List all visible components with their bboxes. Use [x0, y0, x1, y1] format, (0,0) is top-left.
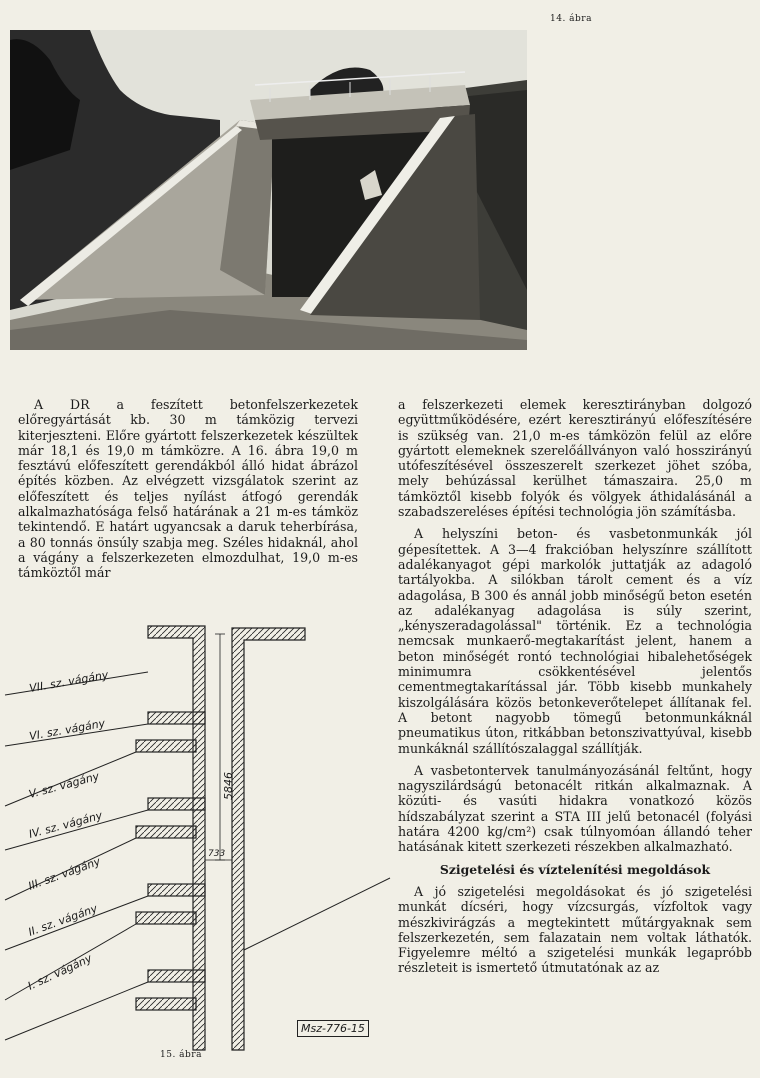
vagany-label: VII. sz. vágány: [28, 668, 110, 695]
vagany-label: VI. sz. vágány: [28, 716, 107, 743]
vagany-label: III. sz. vágány: [26, 854, 103, 893]
vagany-label: V. sz. vágány: [27, 769, 101, 801]
right-paragraph-3: A vasbetontervek tanulmányozásánál feltűnt, hogy nagyszilárdságú betonacélt ritkán alkalmaznak. A közúti- és vasúti hidakra vonatkozó közös hídszabályzat szerint a STA III jelű betonacél (folyási határa 4200 kg/cm²) csak túlnyomóan állandó teher hatásának kitett szerkezeti részekben alkalmazható.: [398, 762, 752, 855]
cross-section-diagram: [0, 610, 395, 1060]
vagany-label: I. sz. vágány: [25, 951, 94, 993]
left-paragraph: A DR a feszített betonfelszerkezetek előregyártását kb. 30 m támközig tervezi kiterjeszteni. Előre gyártott felszerkezetek készültek már 18,1 és 19,0 m támközre. A 16. ábra 19,0 m fesztávú előfeszített gerendákból álló hidat ábrázol építés közben. Az elvégzett vizsgálatok szerint az előfeszített és teljes nyílást átfogó gerendák alkalmazhatósága felső határának a 21 m-es támköz tekintendő. E határt ugyancsak a daruk teherbírása, a 80 tonnás önsúly szabja meg. Széles hidaknál, ahol a vágány a felszerkezeten elmozdulhat, 19,0 m-es támköztől már: [18, 397, 358, 581]
dimension-height-label: 5846: [222, 772, 235, 800]
dimension-width-label: 733: [208, 849, 226, 859]
standard-code-label: Msz-776-15: [297, 1020, 369, 1037]
figure-14-label: 14. ábra: [550, 14, 592, 24]
right-paragraph-1: a felszerkezeti elemek keresztirányban dolgozó együttműködésére, ezért keresztirányú előfeszítésére is szükség van. 21,0 m-es támközön felül az előre gyártott elemeknek szerelőállványon való hosszirányú utófeszítésével összeszerelt szerkezet jöhet szóba, mely behúzással kerülhet támaszaira. 25,0 m támköztől kisebb folyók és völgyek áthidalásánál a szabadszereléses építési technológia jön számításba.: [398, 397, 752, 520]
right-paragraph-4: A jó szigetelési megoldásokat és jó szigetelési munkát dícséri, hogy vízcsurgás, vízfoltok vagy mészkivirágzás a megtekintett műtárgyaknak sem felszerkezetén, sem falazatain nem voltak láthatók. Figyelemre méltó a szigetelési munkák legapróbb részleteit is ismertető útmutatónak az az: [398, 883, 752, 976]
left-text-column: [18, 397, 358, 581]
section-heading: Szigetelési és víztelenítési megoldások: [439, 861, 711, 877]
vagany-label: IV. sz. vágány: [27, 808, 104, 841]
bridge-photo: [10, 30, 527, 350]
vagany-label: II. sz. vágány: [26, 901, 100, 939]
dimension-lines: [205, 634, 232, 860]
girder-stack: [136, 626, 305, 1050]
right-text-column: [398, 397, 752, 976]
right-paragraph-2: A helyszíni beton- és vasbetonmunkák jól gépesítettek. A 3—4 frakcióban helyszínre szállított adalékanyagot gépi markolók juttatják az adagoló tartályokba. A silókban tárolt cement és a víz adagolása, B 300 és annál jobb minőségű beton esetén az adalékanyag adagolása is súly szerint, „kényszeradagolással" történik. Ez a technológia nemcsak munkaerő-megtakarítást jelent, hanem a beton minőségét rontó technológiai hibalehetőségek minimumra csökkentésével jelentős cementmegtakarítással jár. Több kisebb munkahely kiszolgálására közös betonkeverőtelepet állítanak fel. A betont nagyobb tömegű betonmunkáknál pneumatikus úton, ritkábban betonszivattyúval, kisebb munkáknál szállítószalaggal szállítják.: [398, 526, 752, 756]
figure-15-label: 15. ábra: [160, 1050, 202, 1060]
